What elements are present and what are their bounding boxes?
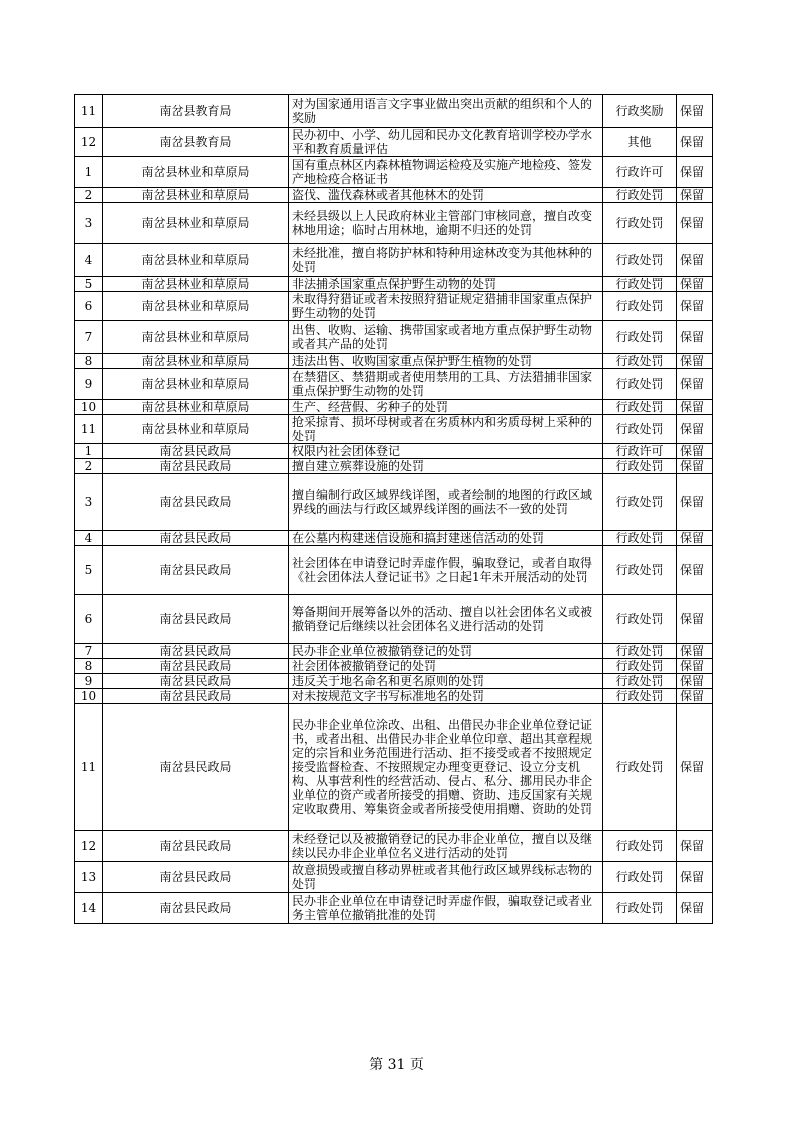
status-cell: 保留 (677, 546, 713, 595)
table-row (75, 704, 713, 831)
table-row (75, 321, 713, 354)
department-cell: 南岔县林业和草原局 (103, 415, 289, 444)
item-name-cell: 民办非企业单位涂改、出租、出借民办非企业单位登记证书，或者出租、出借民办非企业单位印章、超出其章程规定的宗旨和业务范围进行活动、拒不接受或者不按照规定接受监督检查、不按照规定办理变更登记、设立分支机构、从事营利性的经营活动、侵占、私分、挪用民办非企业单位的资产或者所接受的捐赠、资助、违反国家有关规定收取费用、筹集资金或者所接受使用捐赠、资助的处罚 (289, 704, 603, 831)
item-name-cell: 出售、收购、运输、携带国家或者地方重点保护野生动物或者其产品的处罚 (289, 321, 603, 354)
row-number: 11 (75, 704, 103, 831)
row-number: 8 (75, 354, 103, 369)
status-cell: 保留 (677, 704, 713, 831)
row-number: 12 (75, 128, 103, 157)
row-number: 2 (75, 188, 103, 203)
item-type-cell: 行政处罚 (603, 674, 677, 689)
table-row (75, 831, 713, 862)
item-type-cell: 行政处罚 (603, 831, 677, 862)
item-type-cell: 行政处罚 (603, 321, 677, 354)
department-cell: 南岔县林业和草原局 (103, 400, 289, 415)
table-row (75, 689, 713, 704)
row-number: 4 (75, 244, 103, 277)
department-cell: 南岔县林业和草原局 (103, 277, 289, 292)
item-name-cell: 在禁猎区、禁猎期或者使用禁用的工具、方法猎捕非国家重点保护野生动物的处罚 (289, 369, 603, 400)
item-type-cell: 行政处罚 (603, 644, 677, 659)
item-type-cell: 行政处罚 (603, 474, 677, 531)
item-name-cell: 国有重点林区内森林植物调运检疫及实施产地检疫、签发产地检疫合格证书 (289, 157, 603, 188)
table-row (75, 546, 713, 595)
item-name-cell: 盗伐、滥伐森林或者其他林木的处罚 (289, 188, 603, 203)
department-cell: 南岔县林业和草原局 (103, 188, 289, 203)
table-row (75, 95, 713, 128)
item-name-cell: 擅自编制行政区域界线详图，或者绘制的地图的行政区域界线的画法与行政区域界线详图的画法不一致的处罚 (289, 474, 603, 531)
item-type-cell: 行政处罚 (603, 531, 677, 546)
table-row (75, 459, 713, 474)
status-cell: 保留 (677, 321, 713, 354)
row-number: 1 (75, 157, 103, 188)
item-name-cell: 民办初中、小学、幼儿园和民办文化教育培训学校办学水平和教育质量评估 (289, 128, 603, 157)
table-row (75, 862, 713, 893)
status-cell: 保留 (677, 644, 713, 659)
item-type-cell: 行政处罚 (603, 354, 677, 369)
status-cell: 保留 (677, 659, 713, 674)
table-row (75, 893, 713, 924)
row-number: 14 (75, 893, 103, 924)
table-row (75, 203, 713, 244)
table-row (75, 415, 713, 444)
status-cell: 保留 (677, 531, 713, 546)
department-cell: 南岔县林业和草原局 (103, 292, 289, 321)
item-type-cell: 行政处罚 (603, 277, 677, 292)
department-cell: 南岔县民政局 (103, 674, 289, 689)
item-name-cell: 擅自建立殡葬设施的处罚 (289, 459, 603, 474)
department-cell: 南岔县民政局 (103, 704, 289, 831)
table-row (75, 674, 713, 689)
department-cell: 南岔县民政局 (103, 644, 289, 659)
table-row (75, 531, 713, 546)
row-number: 4 (75, 531, 103, 546)
item-type-cell: 行政许可 (603, 444, 677, 459)
row-number: 11 (75, 95, 103, 128)
page-number: 第 31 页 (369, 1057, 424, 1073)
item-type-cell: 行政处罚 (603, 244, 677, 277)
item-type-cell: 行政处罚 (603, 369, 677, 400)
status-cell: 保留 (677, 157, 713, 188)
status-cell: 保留 (677, 369, 713, 400)
department-cell: 南岔县民政局 (103, 459, 289, 474)
status-cell: 保留 (677, 415, 713, 444)
department-cell: 南岔县教育局 (103, 95, 289, 128)
status-cell: 保留 (677, 689, 713, 704)
item-name-cell: 对未按规范文字书写标准地名的处罚 (289, 689, 603, 704)
department-cell: 南岔县林业和草原局 (103, 369, 289, 400)
department-cell: 南岔县民政局 (103, 893, 289, 924)
department-cell: 南岔县民政局 (103, 531, 289, 546)
item-type-cell: 行政处罚 (603, 862, 677, 893)
item-type-cell: 行政处罚 (603, 689, 677, 704)
item-name-cell: 社会团体被撤销登记的处罚 (289, 659, 603, 674)
item-type-cell: 行政处罚 (603, 400, 677, 415)
row-number: 3 (75, 203, 103, 244)
item-type-cell: 行政处罚 (603, 203, 677, 244)
department-cell: 南岔县民政局 (103, 689, 289, 704)
item-name-cell: 未经批准，擅自将防护林和特种用途林改变为其他林种的处罚 (289, 244, 603, 277)
table-row (75, 157, 713, 188)
item-name-cell: 未经登记以及被撤销登记的民办非企业单位，擅自以及继续以民办非企业单位名义进行活动的处罚 (289, 831, 603, 862)
table-row (75, 444, 713, 459)
item-name-cell: 筹备期间开展筹备以外的活动、擅自以社会团体名义或被撤销登记后继续以社会团体名义进行活动的处罚 (289, 595, 603, 644)
row-number: 12 (75, 831, 103, 862)
item-name-cell: 权限内社会团体登记 (289, 444, 603, 459)
row-number: 8 (75, 659, 103, 674)
department-cell: 南岔县教育局 (103, 128, 289, 157)
table-row (75, 292, 713, 321)
items-table (74, 94, 713, 924)
status-cell: 保留 (677, 459, 713, 474)
table-row (75, 474, 713, 531)
department-cell: 南岔县民政局 (103, 659, 289, 674)
status-cell: 保留 (677, 244, 713, 277)
status-cell: 保留 (677, 95, 713, 128)
department-cell: 南岔县林业和草原局 (103, 157, 289, 188)
row-number: 6 (75, 292, 103, 321)
row-number: 10 (75, 400, 103, 415)
row-number: 6 (75, 595, 103, 644)
table-row (75, 277, 713, 292)
status-cell: 保留 (677, 400, 713, 415)
status-cell: 保留 (677, 188, 713, 203)
item-type-cell: 行政处罚 (603, 704, 677, 831)
status-cell: 保留 (677, 277, 713, 292)
table-row (75, 595, 713, 644)
status-cell: 保留 (677, 595, 713, 644)
status-cell: 保留 (677, 444, 713, 459)
item-type-cell: 行政处罚 (603, 415, 677, 444)
status-cell: 保留 (677, 292, 713, 321)
item-type-cell: 行政处罚 (603, 188, 677, 203)
table-row (75, 244, 713, 277)
row-number: 11 (75, 415, 103, 444)
item-type-cell: 行政奖励 (603, 95, 677, 128)
status-cell: 保留 (677, 862, 713, 893)
row-number: 3 (75, 474, 103, 531)
row-number: 9 (75, 369, 103, 400)
row-number: 13 (75, 862, 103, 893)
department-cell: 南岔县林业和草原局 (103, 321, 289, 354)
table-row (75, 659, 713, 674)
status-cell: 保留 (677, 674, 713, 689)
row-number: 7 (75, 644, 103, 659)
department-cell: 南岔县林业和草原局 (103, 244, 289, 277)
row-number: 5 (75, 546, 103, 595)
department-cell: 南岔县林业和草原局 (103, 354, 289, 369)
item-type-cell: 行政处罚 (603, 893, 677, 924)
item-name-cell: 非法捕杀国家重点保护野生动物的处罚 (289, 277, 603, 292)
item-type-cell: 行政处罚 (603, 459, 677, 474)
department-cell: 南岔县民政局 (103, 546, 289, 595)
department-cell: 南岔县民政局 (103, 444, 289, 459)
row-number: 1 (75, 444, 103, 459)
table-row (75, 128, 713, 157)
department-cell: 南岔县民政局 (103, 831, 289, 862)
status-cell: 保留 (677, 831, 713, 862)
item-type-cell: 行政处罚 (603, 292, 677, 321)
department-cell: 南岔县民政局 (103, 862, 289, 893)
item-name-cell: 违法出售、收购国家重点保护野生植物的处罚 (289, 354, 603, 369)
status-cell: 保留 (677, 203, 713, 244)
row-number: 5 (75, 277, 103, 292)
item-name-cell: 违反关于地名命名和更名原则的处罚 (289, 674, 603, 689)
item-type-cell: 行政处罚 (603, 546, 677, 595)
row-number: 2 (75, 459, 103, 474)
item-name-cell: 民办非企业单位在申请登记时弄虚作假，骗取登记或者业务主管单位撤销批准的处罚 (289, 893, 603, 924)
status-cell: 保留 (677, 893, 713, 924)
items-table-body (75, 95, 713, 924)
item-name-cell: 未经县级以上人民政府林业主管部门审核同意，擅自改变林地用途；临时占用林地，逾期不归还的处罚 (289, 203, 603, 244)
item-type-cell: 其他 (603, 128, 677, 157)
item-type-cell: 行政处罚 (603, 659, 677, 674)
table-row (75, 369, 713, 400)
department-cell: 南岔县民政局 (103, 474, 289, 531)
table-row (75, 644, 713, 659)
department-cell: 南岔县林业和草原局 (103, 203, 289, 244)
item-name-cell: 民办非企业单位被撤销登记的处罚 (289, 644, 603, 659)
item-name-cell: 未取得狩猎证或者未按照狩猎证规定猎捕非国家重点保护野生动物的处罚 (289, 292, 603, 321)
item-name-cell: 对为国家通用语言文字事业做出突出贡献的组织和个人的奖励 (289, 95, 603, 128)
item-name-cell: 生产、经营假、劣种子的处罚 (289, 400, 603, 415)
department-cell: 南岔县民政局 (103, 595, 289, 644)
status-cell: 保留 (677, 354, 713, 369)
item-name-cell: 故意损毁或擅自移动界桩或者其他行政区域界线标志物的处罚 (289, 862, 603, 893)
table-row (75, 400, 713, 415)
row-number: 9 (75, 674, 103, 689)
item-type-cell: 行政处罚 (603, 595, 677, 644)
row-number: 7 (75, 321, 103, 354)
item-name-cell: 社会团体在申请登记时弄虚作假，骗取登记，或者自取得《社会团体法人登记证书》之日起1年未开展活动的处罚 (289, 546, 603, 595)
status-cell: 保留 (677, 128, 713, 157)
row-number: 10 (75, 689, 103, 704)
table-row (75, 188, 713, 203)
item-name-cell: 在公墓内构建迷信设施和搞封建迷信活动的处罚 (289, 531, 603, 546)
table-row (75, 354, 713, 369)
item-name-cell: 抢采掠青、损坏母树或者在劣质林内和劣质母树上采种的处罚 (289, 415, 603, 444)
status-cell: 保留 (677, 474, 713, 531)
item-type-cell: 行政许可 (603, 157, 677, 188)
